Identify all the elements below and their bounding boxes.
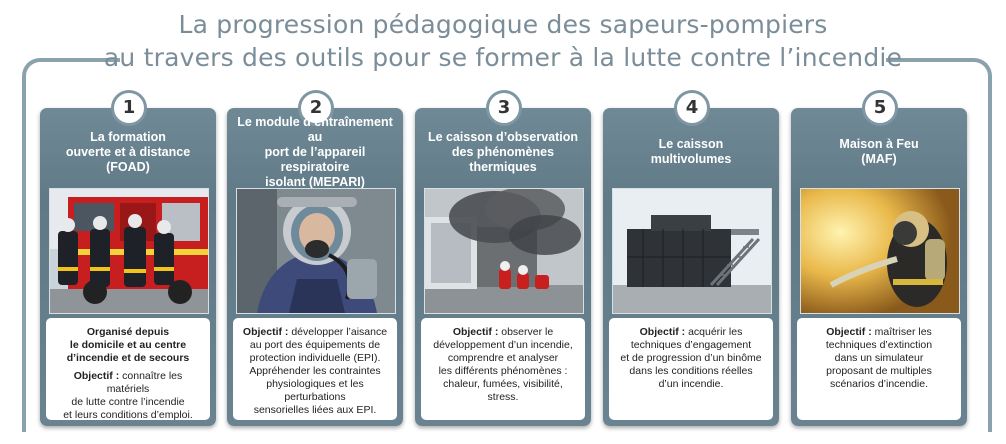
step-description [797,318,961,420]
title-line-1: La progression pédagogique des sapeurs-pompiers [178,10,828,39]
step-description [609,318,773,420]
photo-fire-house [800,188,960,314]
step-description [46,318,210,420]
title-line-2: au travers des outils pour se former à la lutte contre l’incendie [103,43,903,72]
step-card-2 [227,97,403,426]
step-description [233,318,397,420]
step-card-1 [40,97,216,426]
step-card-5 [791,97,967,426]
photo-smoking-container [424,188,584,314]
step-number-badge: 2 [298,90,334,126]
step-number-badge: 4 [674,90,710,126]
objective-text: maîtriser les techniques d’extinction dans un simulateur proposant de multiples scénarios d’incendie. [825,326,933,390]
step-heading: Le caisson multivolumes [650,137,732,166]
step-heading: Maison à Feu (MAF) [839,137,919,166]
photo-multivolume-building [612,188,772,314]
step-heading: Le caisson d’observation des phénomènes thermiques [427,129,579,174]
objective-label: Objectif : [242,326,289,338]
objective-text: connaître les matériels de lutte contre l’incendie et leurs conditions d’emploi. [63,370,193,421]
objective-label: Objectif : [73,370,120,382]
objective-label: Objectif : [452,326,499,338]
step-lead: Organisé depuis le domicile et au centre d’incendie et de secours [66,326,190,364]
step-card-3 [415,97,591,426]
objective-label: Objectif : [826,326,872,338]
photo-firefighters-truck [49,188,209,314]
objective-label: Objectif : [639,326,686,338]
step-number-badge: 5 [862,90,898,126]
step-card-4 [603,97,779,426]
objective-text: développer l’aisance au port des équipements de protection individuelle (EPI). Appréhender les contraintes physiologiques et les perturbations sensorielles liées aux EPI. [249,326,388,416]
step-number-badge: 1 [111,90,147,126]
step-heading: La formation ouverte et à distance (FOAD) [65,129,191,174]
step-number-badge: 3 [486,90,522,126]
objective-text: observer le développement d’un incendie, comprendre et analyser les différents phénomènes : chaleur, fumées, visibilité, stress. [433,326,573,403]
objective-text: acquérir les techniques d’engagement et de progression d’un binôme dans les conditions réelles d’un incendie. [620,326,762,390]
step-heading: Le module d’entraînement au port de l’appareil respiratoire isolant (MEPARI) [237,114,393,189]
step-description [421,318,585,420]
photo-breathing-mask [236,188,396,314]
